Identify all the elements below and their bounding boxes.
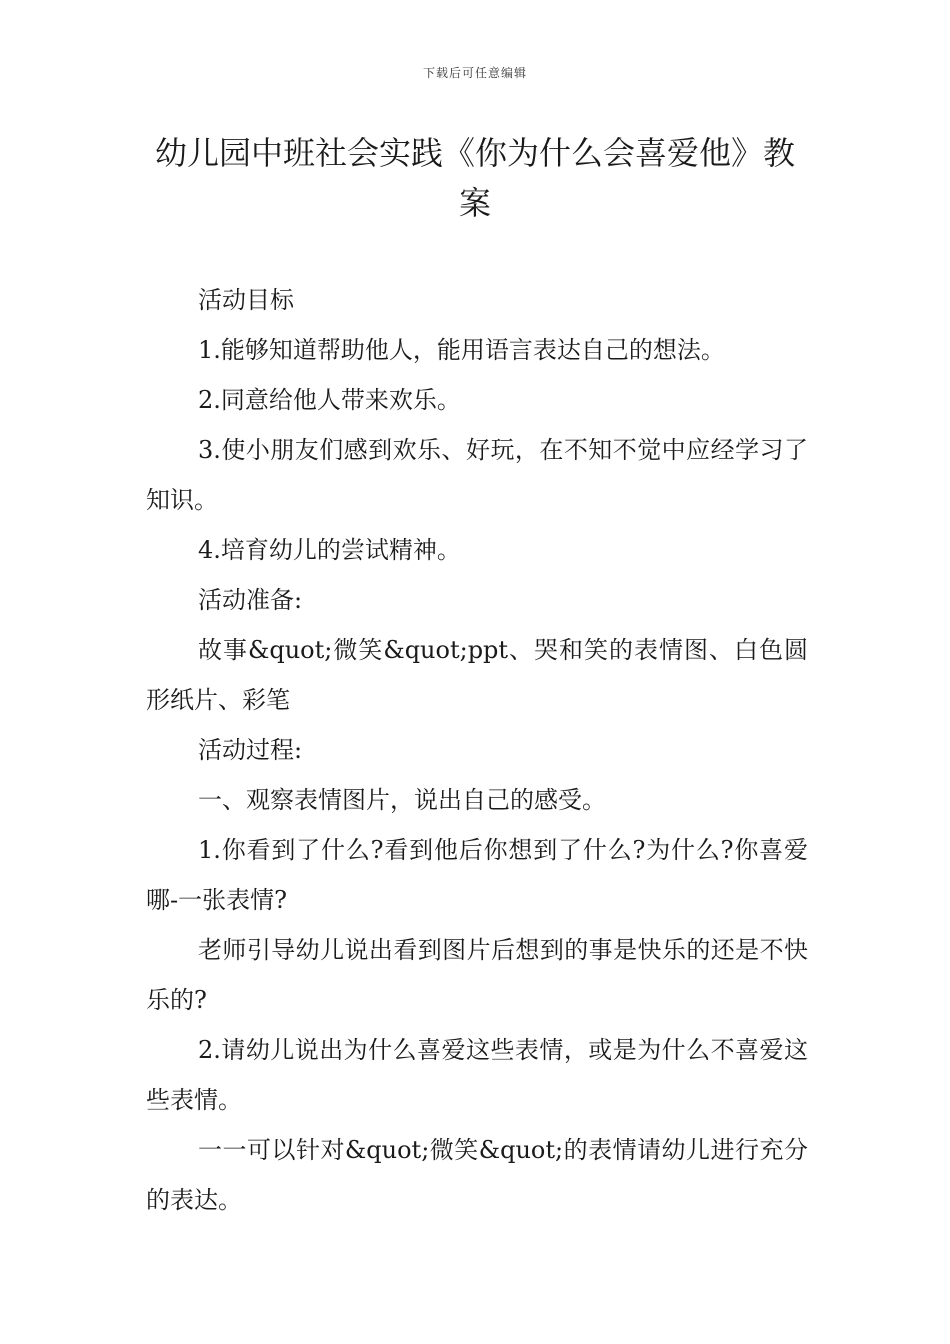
paragraph-goal-3: 3.使小朋友们感到欢乐、好玩，在不知不觉中应经学习了知识。 [146, 436, 808, 514]
paragraph-preparation-materials: 故事&quot;微笑&quot;ppt、哭和笑的表情图、白色圆形纸片、彩笔 [146, 636, 808, 714]
document-body [146, 275, 808, 1225]
paragraph-preparation-heading: 活动准备: [198, 586, 303, 614]
paragraph-step-one-heading: 一、观察表情图片，说出自己的感受。 [198, 786, 606, 814]
paragraph-teacher-guidance: 老师引导幼儿说出看到图片后想到的事是快乐的还是不快乐的? [146, 936, 808, 1014]
paragraph-goal-1: 1.能够知道帮助他人，能用语言表达自己的想法。 [198, 336, 725, 364]
paragraph-goal-4: 4.培育幼儿的尝试精神。 [198, 536, 461, 564]
paragraph-goal-2: 2.同意给他人带来欢乐。 [198, 386, 461, 414]
paragraph-step-two: 2.请幼儿说出为什么喜爱这些表情，或是为什么不喜爱这些表情。 [146, 1036, 808, 1114]
paragraph-step-one-question: 1.你看到了什么?看到他后你想到了什么?为什么?你喜爱哪-一张表情? [146, 836, 808, 914]
paragraph-process-heading: 活动过程: [198, 736, 303, 764]
header-note: 下载后可任意编辑 [422, 66, 527, 80]
paragraph-smile-expression: 一一可以针对&quot;微笑&quot;的表情请幼儿进行充分的表达。 [146, 1136, 808, 1214]
document-title: 幼儿园中班社会实践《你为什么会喜爱他》教案 [154, 134, 795, 222]
paragraph-activity-goals-heading: 活动目标 [198, 286, 294, 314]
